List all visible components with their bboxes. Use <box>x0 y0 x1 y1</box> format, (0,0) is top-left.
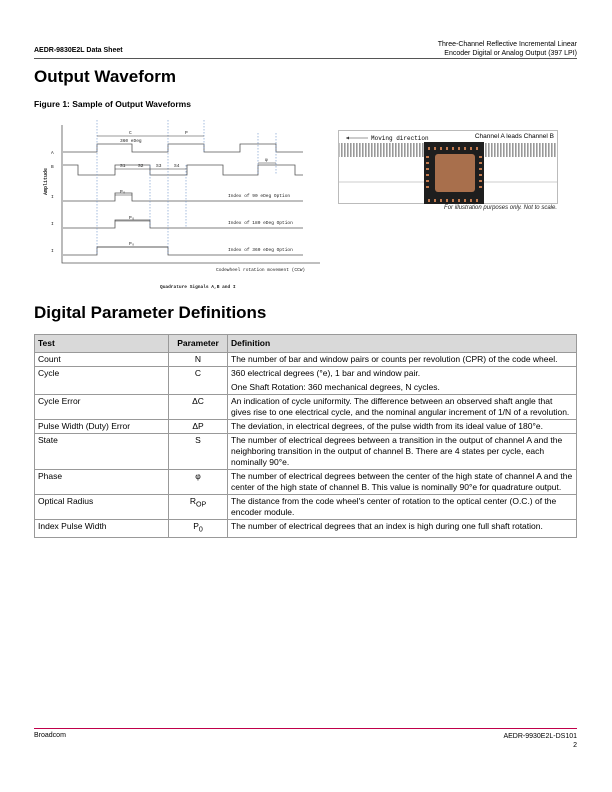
def-line: One Shaft Rotation: 360 mechanical degrees, N cycles. <box>231 382 440 392</box>
footer-doc-id: AEDR-9930E2L-DS101 <box>503 733 577 740</box>
col-header-test: Test <box>35 335 169 353</box>
label-index-180: Index of 180 eDeg Option <box>228 221 293 226</box>
moving-direction-label: Moving direction <box>371 135 429 142</box>
section-title-digital-parameters: Digital Parameter Definitions <box>34 303 267 322</box>
label-s2: S2 <box>138 164 144 169</box>
cell-def <box>228 367 577 395</box>
cell-def: The number of electrical degrees between the center of the high state of channel A and the center of the high state of channel B. This value is nominally 90°e for quadrature output. <box>228 470 577 495</box>
y-axis-label: Amplitude <box>43 167 49 195</box>
label-c: C <box>129 131 132 136</box>
label-i: I <box>51 249 54 254</box>
col-header-definition: Definition <box>228 335 577 353</box>
cell-test: Cycle <box>35 367 169 395</box>
table-row <box>35 367 577 395</box>
cell-test: Optical Radius <box>35 495 169 520</box>
cell-param: ΔP <box>169 420 228 434</box>
illustration-note: For illustration purposes only. Not to scale. <box>444 205 557 211</box>
cell-test: Phase <box>35 470 169 495</box>
waveform-diagram <box>30 115 330 295</box>
header-product <box>438 40 577 58</box>
header-doc-title: AEDR-9830E2L Data Sheet <box>34 47 123 54</box>
table-row <box>35 420 577 434</box>
diagram-title: Quadrature Signals A,B and I <box>160 285 236 290</box>
cell-def: The number of electrical degrees that an index is high during one full shaft rotation. <box>228 520 577 538</box>
signal-a <box>63 144 303 152</box>
cell-param: S <box>169 434 228 470</box>
label-360: 360 eDeg <box>120 139 142 144</box>
channel-lead-label: Channel A leads Channel B <box>474 133 554 140</box>
table-row <box>35 520 577 538</box>
table-row <box>35 353 577 367</box>
cell-param <box>169 495 228 520</box>
label-s4: S4 <box>174 164 180 169</box>
table-row <box>35 395 577 420</box>
header-line-2: Encoder Digital or Analog Output (397 LPI) <box>444 50 577 57</box>
label-phi: φ <box>265 158 268 163</box>
x-axis-label: Codewheel rotation movement (CCW) <box>216 268 306 273</box>
cell-test: Pulse Width (Duty) Error <box>35 420 169 434</box>
header-divider <box>34 58 577 59</box>
cell-test: Index Pulse Width <box>35 520 169 538</box>
cell-def: An indication of cycle uniformity. The difference between an observed shaft angle that gives rise to one electrical cycle, and the nominal angular increment of 1/N of a revolution. <box>228 395 577 420</box>
label-s3: S3 <box>156 164 162 169</box>
label-i: I <box>51 195 54 200</box>
footer-info <box>503 732 577 750</box>
col-header-parameter: Parameter <box>169 335 228 353</box>
cell-param: C <box>169 367 228 395</box>
header-line-1: Three-Channel Reflective Incremental Linear <box>437 41 577 48</box>
label-index-360: Index of 360 eDeg Option <box>228 248 293 253</box>
cell-def: The number of electrical degrees between a transition in the output of channel A and the neighboring transition in the output of channel B. There are 4 states per cycle, each nominally 90°e. <box>228 434 577 470</box>
label-s1: S1 <box>120 164 126 169</box>
table-row <box>35 470 577 495</box>
cell-param: φ <box>169 470 228 495</box>
label-p: P <box>185 131 188 136</box>
cell-param <box>169 520 228 538</box>
cell-test: Count <box>35 353 169 367</box>
param-subscript: OP <box>195 500 207 509</box>
label-p0: P₀ <box>120 190 126 195</box>
cell-test: Cycle Error <box>35 395 169 420</box>
cell-def: The deviation, in electrical degrees, of the pulse width from its ideal value of 180°e. <box>228 420 577 434</box>
section-title-output-waveform: Output Waveform <box>34 67 176 86</box>
label-p0: P₀ <box>129 242 135 247</box>
page-number: 2 <box>573 742 577 749</box>
table-header-row <box>35 335 577 353</box>
figure-caption: Figure 1: Sample of Output Waveforms <box>34 99 191 109</box>
def-line: 360 electrical degrees (°e), 1 bar and window pair. <box>231 368 421 378</box>
cell-param: N <box>169 353 228 367</box>
param-symbol: P <box>193 521 199 531</box>
footer-divider <box>34 728 577 729</box>
label-p0: P₀ <box>129 216 135 221</box>
label-index-90: Index of 90 eDeg Option <box>228 194 291 199</box>
label-a: A <box>51 151 54 156</box>
parameter-table <box>34 334 577 538</box>
table-row <box>35 495 577 520</box>
cell-test: State <box>35 434 169 470</box>
param-symbol: R <box>189 496 196 506</box>
footer-company: Broadcom <box>34 732 66 739</box>
param-subscript: 0 <box>198 525 203 534</box>
cell-def: The distance from the code wheel's center of rotation to the optical center (O.C.) of the encoder module. <box>228 495 577 520</box>
encoder-illustration <box>338 130 558 204</box>
cell-param: ΔC <box>169 395 228 420</box>
signal-b <box>63 165 303 175</box>
label-b: B <box>51 165 54 170</box>
label-i: I <box>51 222 54 227</box>
table-row <box>35 434 577 470</box>
cell-def: The number of bar and window pairs or counts per revolution (CPR) of the code wheel. <box>228 353 577 367</box>
